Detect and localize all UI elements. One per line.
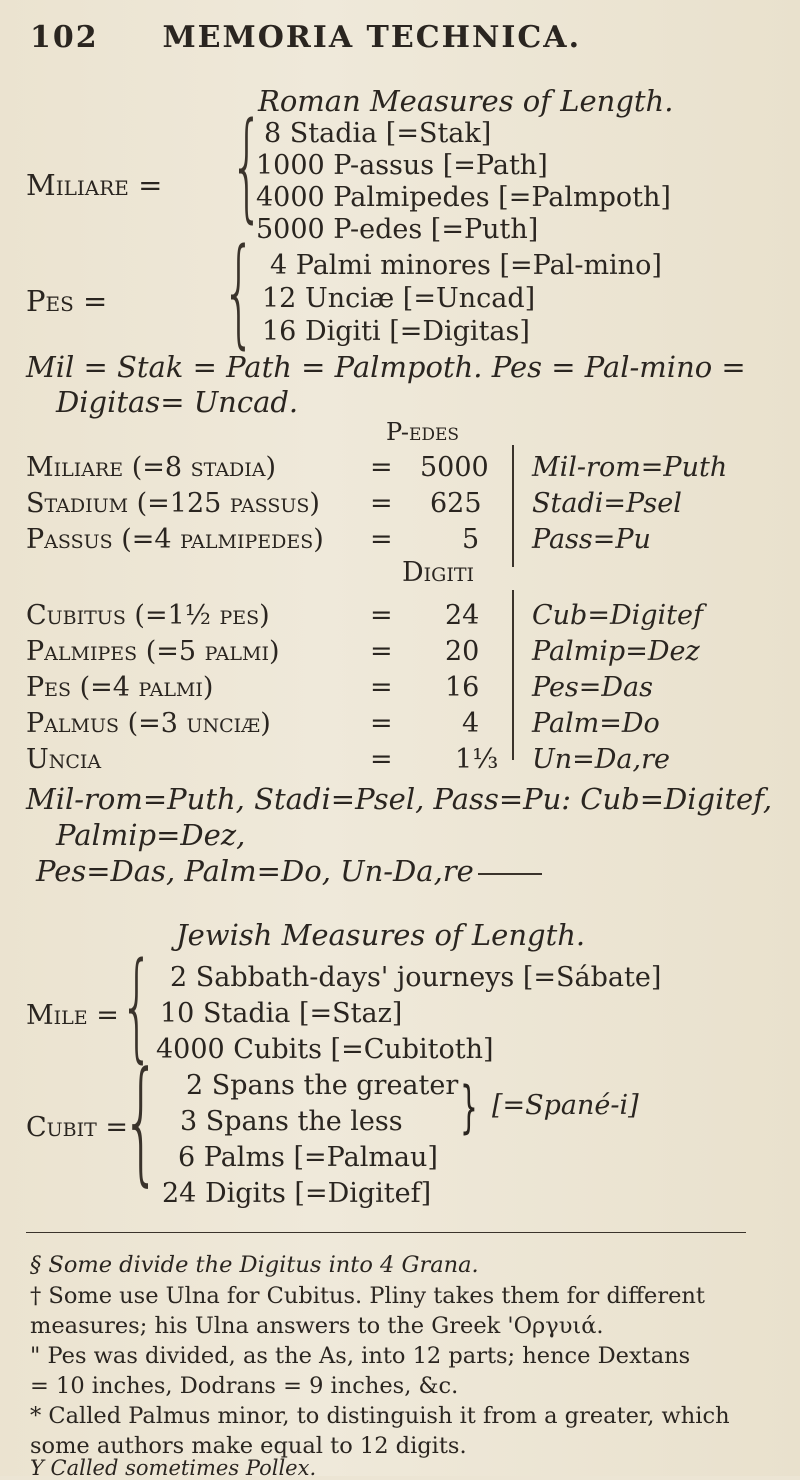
mile-line-1: 2 Sabbath-days' journeys [=Sábate]	[170, 962, 662, 993]
col-head-pedes: P-edes	[386, 418, 460, 446]
cubit-line-2: 3 Spans the less	[180, 1106, 403, 1137]
mile-brace: {	[120, 936, 154, 1074]
row-a-1-val: 5000	[420, 452, 489, 483]
summary-line-1: Mil-rom=Puth, Stadi=Psel, Pass=Pu: Cub=Digitef,	[26, 782, 773, 816]
running-title: MEMORIA TECHNICA.	[162, 20, 582, 55]
row-a-1-name: Miliare (=8 stadia)	[26, 452, 277, 483]
row-b-3-name: Pes (=4 palmi)	[26, 672, 214, 703]
row-b-2-name: Palmipes (=5 palmi)	[26, 636, 280, 667]
row-b-3-val: 16	[445, 672, 480, 703]
row-b-2-eq: =	[370, 636, 393, 667]
row-a-2-name: Stadium (=125 passus)	[26, 488, 320, 519]
rule-a	[512, 445, 514, 567]
roman-title: Roman Measures of Length.	[258, 84, 674, 118]
span-brace: }	[460, 1075, 478, 1140]
row-b-4-name: Palmus (=3 unciæ)	[26, 708, 271, 739]
row-b-1-name: Cubitus (=1½ pes)	[26, 600, 270, 631]
row-b-2-mnemonic: Palmip=Dez	[532, 636, 700, 667]
footnote-4: " Pes was divided, as the As, into 12 parts; hence Dextans	[30, 1343, 691, 1369]
row-b-3-eq: =	[370, 672, 393, 703]
miliare-label: Miliare =	[26, 168, 163, 202]
row-a-2-eq: =	[370, 488, 393, 519]
row-b-1-val: 24	[445, 600, 480, 631]
footnote-2: † Some use Ulna for Cubitus. Pliny takes them for different	[30, 1283, 705, 1309]
row-b-5-eq: =	[370, 744, 393, 775]
pes-label: Pes =	[26, 284, 108, 318]
mile-label: Mile =	[26, 1000, 119, 1031]
row-b-4-val: 4	[462, 708, 480, 739]
footnote-3: measures; his Ulna answers to the Greek 'Οργυιά.	[30, 1313, 604, 1339]
miliare-line-3: 4000 Palmipedes [=Palmpoth]	[256, 182, 671, 213]
footnote-8: Y Called sometimes Pollex.	[30, 1456, 317, 1480]
footnote-1: § Some divide the Digitus into 4 Grana.	[30, 1252, 479, 1278]
row-b-5-mnemonic: Un=Da,re	[532, 744, 670, 775]
pes-line-1: 4 Palmi minores [=Pal-mino]	[270, 250, 662, 281]
footnote-5: = 10 inches, Dodrans = 9 inches, &c.	[30, 1373, 459, 1399]
miliare-line-4: 5000 P-edes [=Puth]	[256, 214, 539, 245]
page-header	[30, 20, 581, 55]
row-a-2-val: 625	[430, 488, 482, 519]
row-b-4-eq: =	[370, 708, 393, 739]
summary-rule	[478, 873, 542, 875]
miliare-brace: {	[230, 96, 264, 234]
row-a-3-name: Passus (=4 palmipedes)	[26, 524, 324, 555]
row-b-5-name: Uncia	[26, 744, 102, 775]
cubit-label: Cubit =	[26, 1112, 129, 1143]
row-b-4-mnemonic: Palm=Do	[532, 708, 660, 739]
jewish-title: Jewish Measures of Length.	[176, 918, 586, 952]
pes-brace: {	[222, 222, 256, 360]
row-a-3-val: 5	[462, 524, 480, 555]
row-b-3-mnemonic: Pes=Das	[532, 672, 654, 703]
summary-line-2: Palmip=Dez,	[56, 818, 246, 852]
summary-line-3: Pes=Das, Palm=Do, Un-Da,re	[36, 854, 474, 888]
row-b-2-val: 20	[445, 636, 480, 667]
cubit-line-1: 2 Spans the greater	[186, 1070, 459, 1101]
span-mnemonic: [=Spané-i]	[492, 1090, 639, 1121]
row-a-1-eq: =	[370, 452, 393, 483]
mile-line-3: 4000 Cubits [=Cubitoth]	[156, 1034, 494, 1065]
row-a-3-eq: =	[370, 524, 393, 555]
footnote-6: * Called Palmus minor, to distinguish it from a greater, which	[30, 1403, 730, 1429]
mnemonic-line-1: Mil = Stak = Path = Palmpoth. Pes = Pal-mino =	[26, 350, 746, 384]
miliare-line-1: 8 Stadia [=Stak]	[264, 118, 492, 149]
row-a-3-mnemonic: Pass=Pu	[532, 524, 651, 555]
row-b-1-mnemonic: Cub=Digitef	[532, 600, 703, 631]
row-a-2-mnemonic: Stadi=Psel	[532, 488, 682, 519]
mile-line-2: 10 Stadia [=Staz]	[160, 998, 403, 1029]
col-head-digiti: Digiti	[402, 557, 475, 588]
cubit-brace: {	[122, 1043, 161, 1199]
row-a-1-mnemonic: Mil-rom=Puth	[532, 452, 728, 483]
rule-b	[512, 590, 514, 760]
cubit-line-4: 24 Digits [=Digitef]	[162, 1178, 432, 1209]
row-b-1-eq: =	[370, 600, 393, 631]
footnote-rule	[26, 1232, 746, 1233]
footnote-7: some authors make equal to 12 digits.	[30, 1433, 467, 1459]
row-b-5-val: 1⅓	[455, 744, 499, 775]
cubit-line-3: 6 Palms [=Palmau]	[178, 1142, 438, 1173]
miliare-line-2: 1000 P-assus [=Path]	[256, 150, 548, 181]
pes-line-3: 16 Digiti [=Digitas]	[262, 316, 530, 347]
mnemonic-line-2: Digitas= Uncad.	[56, 385, 299, 419]
page-number: 102	[30, 20, 99, 55]
pes-line-2: 12 Unciæ [=Uncad]	[262, 283, 536, 314]
